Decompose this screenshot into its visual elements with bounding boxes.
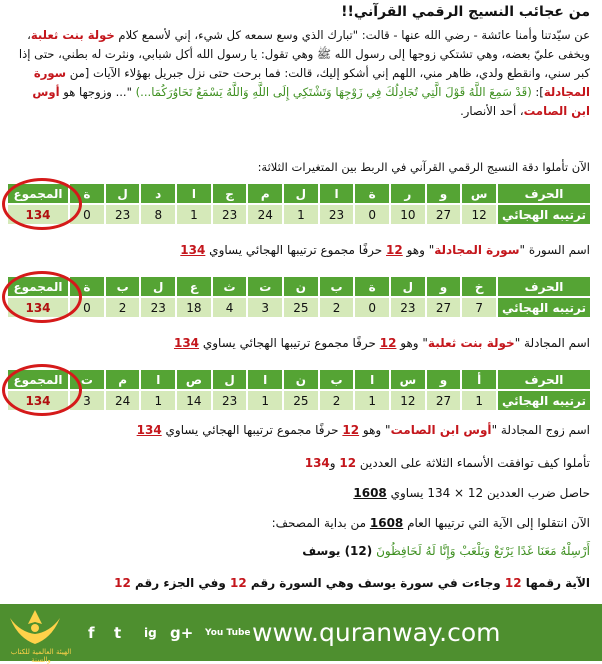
number-12: 12 <box>230 576 247 590</box>
letter-row <box>8 370 590 389</box>
rank-cell: 1 <box>355 391 389 410</box>
text: وجاءت في سورة يوسف وهي السورة رقم <box>246 576 505 590</box>
website-url[interactable]: www.quranway.com <box>252 618 501 647</box>
caption-count: 12 <box>342 423 360 437</box>
verse-line <box>302 544 590 558</box>
number-12: 12 <box>339 456 357 470</box>
rank-row <box>8 205 590 224</box>
number-12: 12 <box>504 576 522 590</box>
rank-cell: 23 <box>213 205 247 224</box>
rank-cell: 25 <box>284 391 318 410</box>
caption-mid: " وهو <box>402 243 435 257</box>
letter-cell: خ <box>462 277 496 296</box>
letter-table-aws <box>6 368 592 412</box>
rank-cell: 1 <box>248 391 282 410</box>
twitter-icon[interactable]: t <box>114 624 122 642</box>
caption-pre: اسم السورة " <box>519 243 590 257</box>
rank-cell: 12 <box>391 391 425 410</box>
caption-surah <box>180 243 590 257</box>
caption-sum: 134 <box>173 336 200 350</box>
sum-highlight-oval <box>2 364 82 416</box>
letter-cell: ا <box>320 184 354 203</box>
googleplus-icon[interactable]: g+ <box>170 624 194 642</box>
rank-cell: 0 <box>355 205 389 224</box>
rank-cell: 27 <box>427 205 461 224</box>
letter-cell: أ <box>462 370 496 389</box>
letter-cell: ت <box>70 370 104 389</box>
page-title: من عجائب النسيج الرقمي القرآني!! <box>341 4 590 20</box>
letter-cell: ل <box>391 277 425 296</box>
letter-cell: ج <box>213 184 247 203</box>
rank-cell: 27 <box>427 298 461 317</box>
caption-mid: " وهو <box>396 336 428 350</box>
caption-post: حرفًا مجموع ترتيبها الهجائي يساوي <box>161 423 343 437</box>
text: الآن انتقلوا إلى الآية التي ترتيبها العام <box>403 516 590 530</box>
surah-name: سورة المجادلة <box>33 66 590 99</box>
rank-cell: 10 <box>391 205 425 224</box>
rank-row <box>8 298 590 317</box>
caption-sum: 134 <box>180 243 206 257</box>
letter-header: الحرف <box>498 277 590 296</box>
letter-header: الحرف <box>498 184 590 203</box>
intro-text-5: "... وزوجها هو <box>63 85 132 99</box>
rank-cell: 23 <box>213 391 247 410</box>
text: و <box>329 456 340 470</box>
caption-name: خولة بنت ثعلبة <box>427 336 515 350</box>
letter-cell: ن <box>284 277 318 296</box>
sum-value: 134 <box>8 298 68 317</box>
rank-cell: 8 <box>141 205 175 224</box>
number-1608: 1608 <box>353 486 387 500</box>
number-134: 134 <box>304 456 330 470</box>
rank-cell: 23 <box>141 298 175 317</box>
husband-name: أوس ابن الصامت <box>32 85 590 118</box>
lead-text: الآن تأملوا دقة النسيج الرقمي القرآني في الربط بين المتغيرات الثلاثة: <box>257 160 590 174</box>
letter-cell: ة <box>355 277 389 296</box>
rank-cell: 3 <box>248 298 282 317</box>
letter-cell: ل <box>284 184 318 203</box>
verse-number: (12) <box>344 544 373 558</box>
letter-cell: ا <box>355 370 389 389</box>
letter-cell: ن <box>284 370 318 389</box>
letter-cell: ص <box>177 370 211 389</box>
sum-header: المجموع <box>8 370 68 389</box>
caption-pre: اسم المجادلة " <box>514 336 590 350</box>
rank-row <box>8 391 590 410</box>
hadith-paragraph <box>12 26 590 121</box>
letter-cell: ل <box>106 184 140 203</box>
sum-header: المجموع <box>8 277 68 296</box>
rank-header: ترتيبه الهجائي <box>498 205 590 224</box>
caption-count: 12 <box>386 243 403 257</box>
text: وفي الجزء رقم <box>130 576 231 590</box>
sum-header: المجموع <box>8 184 68 203</box>
rank-cell: 2 <box>320 298 354 317</box>
number-1608: 1608 <box>369 516 404 530</box>
sum-highlight-oval <box>2 271 82 323</box>
rank-cell: 25 <box>284 298 318 317</box>
rank-cell: 7 <box>462 298 496 317</box>
caption-aws <box>137 423 590 437</box>
letter-cell: ل <box>213 370 247 389</box>
letter-cell: م <box>106 370 140 389</box>
rank-cell: 3 <box>70 391 104 410</box>
rank-cell: 24 <box>248 205 282 224</box>
caption-count: 12 <box>379 336 397 350</box>
letter-table-khawla <box>6 275 592 319</box>
letter-cell: ر <box>391 184 425 203</box>
caption-post: حرفًا مجموع ترتيبها الهجائي يساوي <box>199 336 380 350</box>
letter-cell: ب <box>106 277 140 296</box>
letter-cell: ا <box>177 184 211 203</box>
rank-cell: 1 <box>141 391 175 410</box>
letter-cell: ب <box>320 277 354 296</box>
yusuf-verse: أَرْسِلْهُ مَعَنَا غَدًا يَرْتَعْ وَيَلْعَبْ وَإِنَّا لَهُ لَحَافِظُونَ <box>376 544 590 558</box>
rank-cell: 0 <box>355 298 389 317</box>
sum-value: 134 <box>8 391 68 410</box>
intro-text-1: عن سيّدتنا وأمنا عائشة - رضي الله عنها - قالت: "تبارك الذي وسع سمعه كل شيء، إني لأسمع كلام <box>118 28 590 42</box>
letter-cell: و <box>427 184 461 203</box>
verse-part-1: (قَدْ سَمِعَ اللَّهُ قَوْلَ الَّتِي تُجَادِلُكَ فِي زَوْجِهَا <box>335 85 532 99</box>
letter-cell: ع <box>177 277 211 296</box>
rank-cell: 1 <box>177 205 211 224</box>
rank-cell: 23 <box>320 205 354 224</box>
intro-text-4: برحت حتى نزل جبريل بهؤلاء الآيات [من <box>69 66 262 80</box>
rank-cell: 0 <box>70 298 104 317</box>
instagram-icon[interactable]: ig <box>144 626 157 640</box>
caption-khawla <box>174 336 590 350</box>
organization-logo <box>6 608 64 648</box>
caption-name: سورة المجادلة <box>434 243 520 257</box>
letter-cell: ب <box>320 370 354 389</box>
text: حاصل ضرب العددين 12 × 134 يساوي <box>386 486 590 500</box>
caption-mid: " وهو <box>359 423 391 437</box>
letter-table-surah <box>6 182 592 226</box>
letter-cell: م <box>248 184 282 203</box>
letter-cell: د <box>141 184 175 203</box>
letter-cell: و <box>427 277 461 296</box>
text: الآية رقمها <box>521 576 590 590</box>
letter-row <box>8 277 590 296</box>
rank-header: ترتيبه الهجائي <box>498 298 590 317</box>
letter-cell: ا <box>141 370 175 389</box>
rank-cell: 18 <box>177 298 211 317</box>
letter-cell: س <box>462 184 496 203</box>
letter-cell: ث <box>213 277 247 296</box>
rank-cell: 23 <box>106 205 140 224</box>
conclusion-line-1 <box>305 456 590 470</box>
rank-cell: 27 <box>427 391 461 410</box>
letter-cell: و <box>427 370 461 389</box>
caption-sum: 134 <box>136 423 162 437</box>
intro-text-3: شبابي، ونثرت له بطني، حتى إذا كبر سني، وانقطع ولدي، ظاهر مني، اللهم إني أشكو إليك، قالت: فما <box>18 47 590 80</box>
letter-cell: ل <box>141 277 175 296</box>
rank-cell: 1 <box>462 391 496 410</box>
conclusion-line-2 <box>353 486 590 500</box>
rank-cell: 24 <box>106 391 140 410</box>
rank-cell: 4 <box>213 298 247 317</box>
caption-pre: اسم زوج المجادلة " <box>491 423 590 437</box>
youtube-icon[interactable]: You Tube <box>205 628 251 638</box>
sum-value: 134 <box>8 205 68 224</box>
rank-cell: 12 <box>462 205 496 224</box>
rank-cell: 23 <box>391 298 425 317</box>
verse-part-2: وَتَشْتَكِي إِلَى اللَّهِ وَاللَّهُ يَسْمَعُ تَحَاوُرَكُمَا...) <box>135 85 332 99</box>
rank-cell: 2 <box>320 391 354 410</box>
caption-post: حرفًا مجموع ترتيبها الهجائي يساوي <box>205 243 387 257</box>
letter-cell: ة <box>70 277 104 296</box>
rank-cell: 0 <box>70 205 104 224</box>
sum-highlight-oval <box>2 178 82 230</box>
surah-yusuf: يوسف <box>302 544 345 558</box>
rank-cell: 2 <box>106 298 140 317</box>
rank-cell: 14 <box>177 391 211 410</box>
rank-header: ترتيبه الهجائي <box>498 391 590 410</box>
letter-row <box>8 184 590 203</box>
name-khawla: خولة بنت ثعلبة <box>30 28 115 42</box>
letter-cell: ة <box>70 184 104 203</box>
intro-text-6: ، أحد الأنصار. <box>460 104 524 118</box>
number-12: 12 <box>114 576 131 590</box>
text: تأملوا كيف توافقت الأسماء الثلاثة على العددين <box>356 456 590 470</box>
text: من بداية المصحف: <box>271 516 370 530</box>
caption-name: أوس ابن الصامت <box>390 423 492 437</box>
conclusion-line-3 <box>272 516 590 530</box>
letter-header: الحرف <box>498 370 590 389</box>
letter-cell: ة <box>355 184 389 203</box>
letter-cell: س <box>391 370 425 389</box>
conclusion-line-5 <box>114 576 590 590</box>
intro-text-2: ، ويخفى عليّ بعضه، وهي تشتكي زوجها إلى رسول الله ﷺ وهي تقول: يا رسول الله أكل <box>27 28 590 61</box>
letter-cell: ا <box>248 370 282 389</box>
footer-bar <box>0 604 602 664</box>
facebook-icon[interactable]: f <box>88 624 95 642</box>
intro-text-4b: ]: <box>535 85 544 99</box>
letter-cell: ت <box>248 277 282 296</box>
rank-cell: 1 <box>284 205 318 224</box>
logo-caption: الهيئة العالمية للكتاب والسنة <box>10 648 72 664</box>
